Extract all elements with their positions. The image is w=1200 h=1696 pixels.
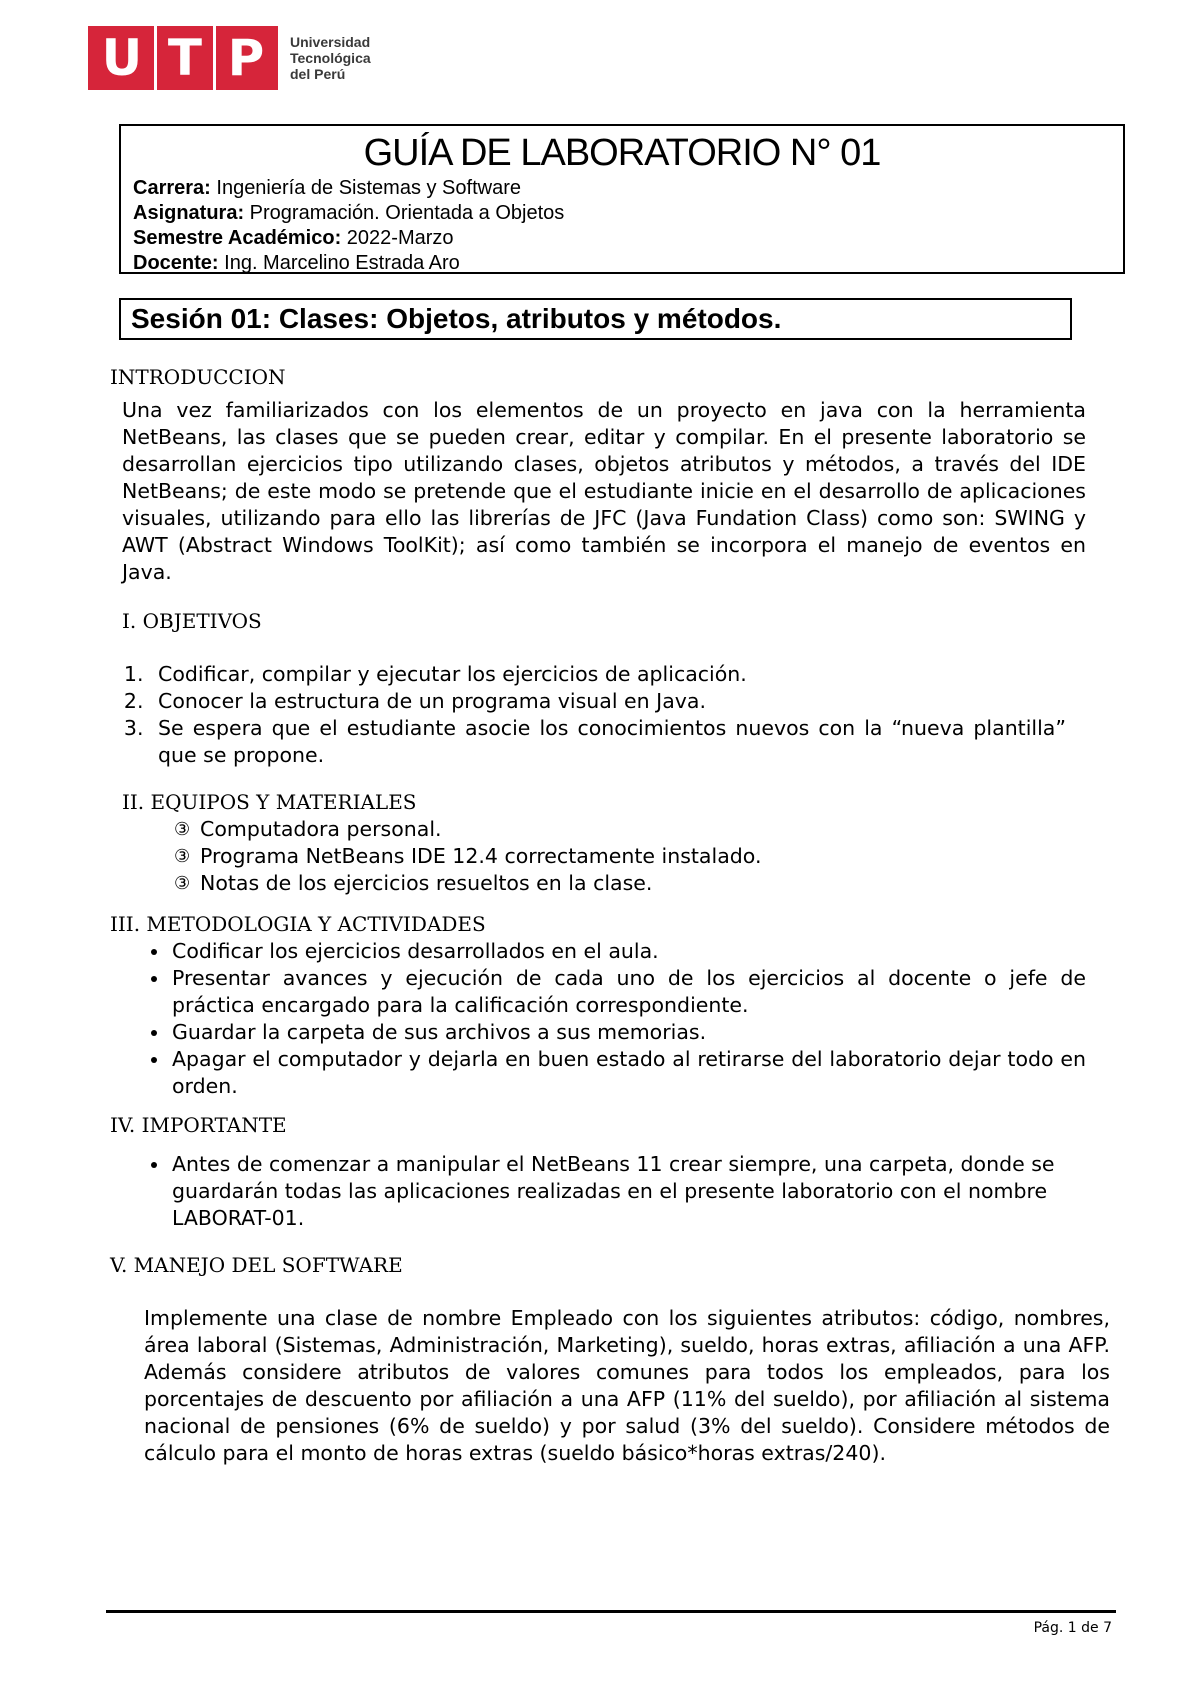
logo-line-1: Universidad [290,34,371,50]
importante-list [110,1151,1110,1232]
list-item: • Antes de comenzar a manipular el NetBeans 11 crear siempre, una carpeta, donde se guardarán todas las aplicaciones realizadas en el presente laboratorio con el nombre LABORAT-01. [170,1151,1110,1232]
docente-value: Ing. Marcelino Estrada Aro [218,252,460,274]
docente-label: Docente: [133,252,219,274]
logo-letter-p: P [227,29,265,87]
semestre-line [133,226,1123,251]
asignatura-label: Asignatura: [133,202,245,224]
logo-mark [88,26,278,90]
objetivos-list [110,661,1066,769]
metodologia-heading: III. METODOLOGIA Y ACTIVIDADES [110,912,486,936]
intro-heading: INTRODUCCION [110,365,286,389]
asignatura-value: Programación. Orientada a Objetos [244,202,565,224]
list-item: 2. Conocer la estructura de un programa visual en Java. [150,688,1066,715]
list-item: • Apagar el computador y dejarla en buen estado al retirarse del laboratorio dejar todo en orden. [170,1046,1086,1100]
list-item-text: Computadora personal. [200,817,442,841]
equipos-list [110,816,1110,897]
page-title: GUÍA DE LABORATORIO N° 01 [363,132,881,174]
intro-paragraph: Una vez familiarizados con los elementos de un proyecto en java con la herramienta NetBeans, las clases que se pueden crear, editar y compilar. En el presente laboratorio se desarrollan ejercicios tipo utilizando clases, objetos atributos y métodos, a través del IDE NetBeans; de este modo se pretende que el estudiante inicie en el desarrollo de aplicaciones visuales, utilizando para ello las librerías de JFC (Java Fundation Class) como son: SWING y AWT (Abstract Windows ToolKit); así como también se incorpora el manejo de eventos en Java. [122,398,1086,584]
utp-logo [88,26,390,90]
logo-wordmark [290,34,390,82]
carrera-label: Carrera: [133,177,211,199]
logo-line-2: Tecnológica [290,50,371,66]
metodologia-list [110,938,1086,1100]
logo-letter-u: U [101,29,143,87]
software-paragraph: Implemente una clase de nombre Empleado con los siguientes atributos: código, nombres, área laboral (Sistemas, Administración, Marketing), sueldo, horas extras, afiliación a una AFP. Además considere atributos de valores comunes para todos los empleados, para los porcentajes de descuento por afiliación a una AFP (11% del sueldo), por afiliación al sistema nacional de pensiones (6% de sueldo) y por salud (3% del sueldo). Considere métodos de cálculo para el monto de horas extras (sueldo básico*horas extras/240). [144,1306,1110,1465]
page-number: Pág. 1 de 7 [1033,1620,1112,1636]
list-item [174,843,1110,870]
circled-3-icon: ③ [174,846,191,867]
logo-line-3: del Perú [290,66,346,82]
objetivos-heading: I. OBJETIVOS [122,609,262,633]
list-item-text: Notas de los ejercicios resueltos en la clase. [200,871,653,895]
session-title: Sesión 01: Clases: Objetos, atributos y métodos. [119,298,1072,340]
equipos-heading: II. EQUIPOS Y MATERIALES [122,790,417,814]
logo-separator [213,26,216,90]
list-item: 3. Se espera que el estudiante asocie los conocimientos nuevos con la “nueva plantilla” que se propone. [150,715,1066,769]
list-item: • Presentar avances y ejecución de cada uno de los ejercicios al docente o jefe de práctica encargado para la calificación correspondiente. [170,965,1086,1019]
software-heading: V. MANEJO DEL SOFTWARE [110,1253,403,1277]
circled-3-icon: ③ [174,873,191,894]
list-item: • Guardar la carpeta de sus archivos a sus memorias. [170,1019,1086,1046]
list-item: 1. Codificar, compilar y ejecutar los ejercicios de aplicación. [150,661,1066,688]
list-item: • Codificar los ejercicios desarrollados en el aula. [170,938,1086,965]
header-box [119,124,1125,274]
circled-3-icon: ③ [174,819,191,840]
semestre-value: 2022-Marzo [341,227,454,249]
list-item-text: Programa NetBeans IDE 12.4 correctamente instalado. [200,844,762,868]
asignatura-line [133,201,1123,226]
list-item [174,816,1110,843]
logo-letter-t: T [167,29,202,87]
document-body [110,364,1110,1467]
carrera-value: Ingeniería de Sistemas y Software [210,177,521,199]
footer-divider [106,1610,1116,1613]
importante-heading: IV. IMPORTANTE [110,1113,287,1137]
semestre-label: Semestre Académico: [133,227,342,249]
logo-separator [154,26,157,90]
list-item [174,870,1110,897]
docente-line [133,251,1123,276]
carrera-line [133,176,1123,201]
